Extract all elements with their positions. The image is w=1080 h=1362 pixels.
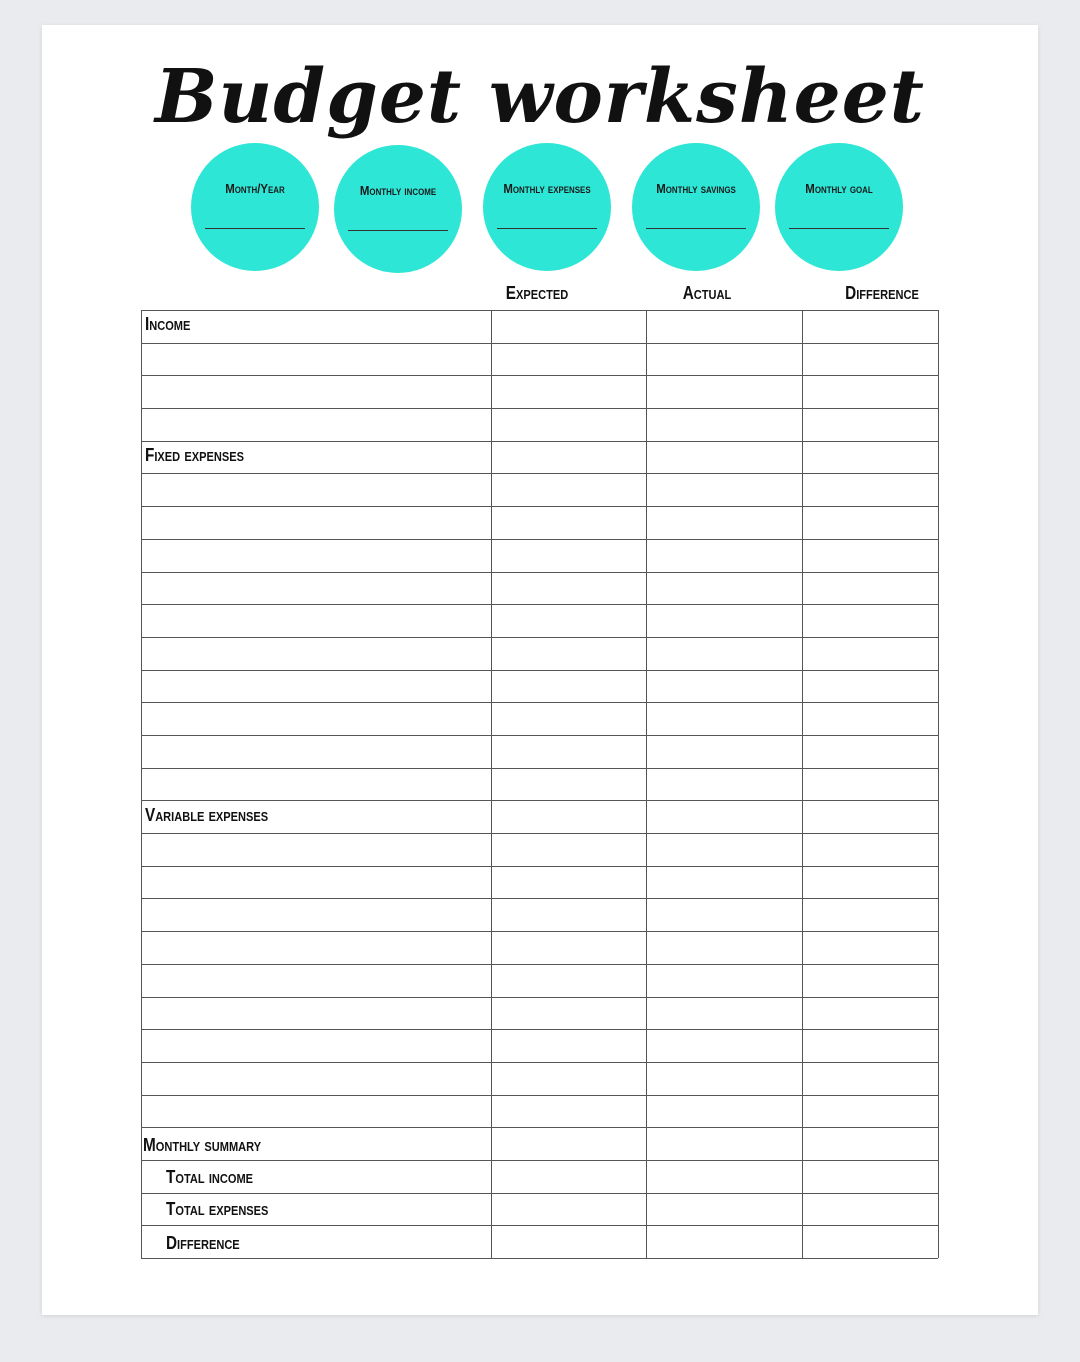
section-label-monthly-summary: Monthly summary (143, 1135, 262, 1155)
table-row-line (141, 343, 938, 344)
fill-in-line (205, 228, 305, 229)
table-row-line (141, 964, 938, 965)
circle-label: Monthly savings (656, 181, 736, 196)
circle-monthly-income (334, 145, 462, 273)
table-row-line (141, 1160, 938, 1161)
table-row-line (141, 898, 938, 899)
fill-in-line (646, 228, 746, 229)
table-row-line (141, 997, 938, 998)
column-header-expected: Expected (505, 283, 569, 303)
worksheet-page (42, 25, 1038, 1315)
page-title: Budget worksheet (155, 54, 925, 140)
table-row-line (141, 735, 938, 736)
circle-monthly-goal (775, 143, 903, 271)
table-row-line (141, 866, 938, 867)
table-row-line (141, 833, 938, 834)
table-row-line (141, 1127, 938, 1128)
fill-in-line (348, 230, 448, 231)
circle-label: Monthly expenses (503, 181, 591, 196)
table-row-line (141, 1062, 938, 1063)
table-row-line (141, 637, 938, 638)
fill-in-line (789, 228, 889, 229)
circle-label: Monthly income (359, 183, 437, 198)
column-header-actual: Actual (682, 283, 732, 303)
circle-month-year (191, 143, 319, 271)
section-label-fixed-expenses: Fixed expenses (145, 445, 244, 465)
table-row-line (141, 1029, 938, 1030)
table-row-line (141, 768, 938, 769)
circle-label: Monthly goal (805, 181, 873, 196)
table-row-line (141, 1258, 938, 1259)
table-row-line (141, 473, 938, 474)
table-column-line (802, 310, 803, 1258)
table-row-line (141, 604, 938, 605)
table-row-line (141, 375, 938, 376)
table-row-line (141, 670, 938, 671)
section-label-variable-expenses: Variable expenses (145, 805, 269, 825)
table-row-line (141, 702, 938, 703)
table-row-line (141, 931, 938, 932)
table-column-line (646, 310, 647, 1258)
table-column-line (938, 310, 939, 1258)
table-row-line (141, 539, 938, 540)
table-row-line (141, 1193, 938, 1194)
row-label-total-income: Total income (166, 1167, 254, 1187)
section-label-income: Income (145, 314, 191, 334)
fill-in-line (497, 228, 597, 229)
table-row-line (141, 1095, 938, 1096)
table-row-line (141, 441, 938, 442)
table-row-line (141, 572, 938, 573)
table-column-line (491, 310, 492, 1258)
table-row-line (141, 1225, 938, 1226)
circle-monthly-expenses (483, 143, 611, 271)
circle-label: Month/Year (225, 181, 285, 196)
row-label-difference: Difference (166, 1233, 240, 1253)
table-row-line (141, 506, 938, 507)
table-column-line (141, 310, 142, 1258)
row-label-total-expenses: Total expenses (166, 1199, 269, 1219)
circle-monthly-savings (632, 143, 760, 271)
table-row-line (141, 310, 938, 311)
column-header-difference: Difference (845, 283, 919, 303)
table-row-line (141, 800, 938, 801)
table-row-line (141, 408, 938, 409)
